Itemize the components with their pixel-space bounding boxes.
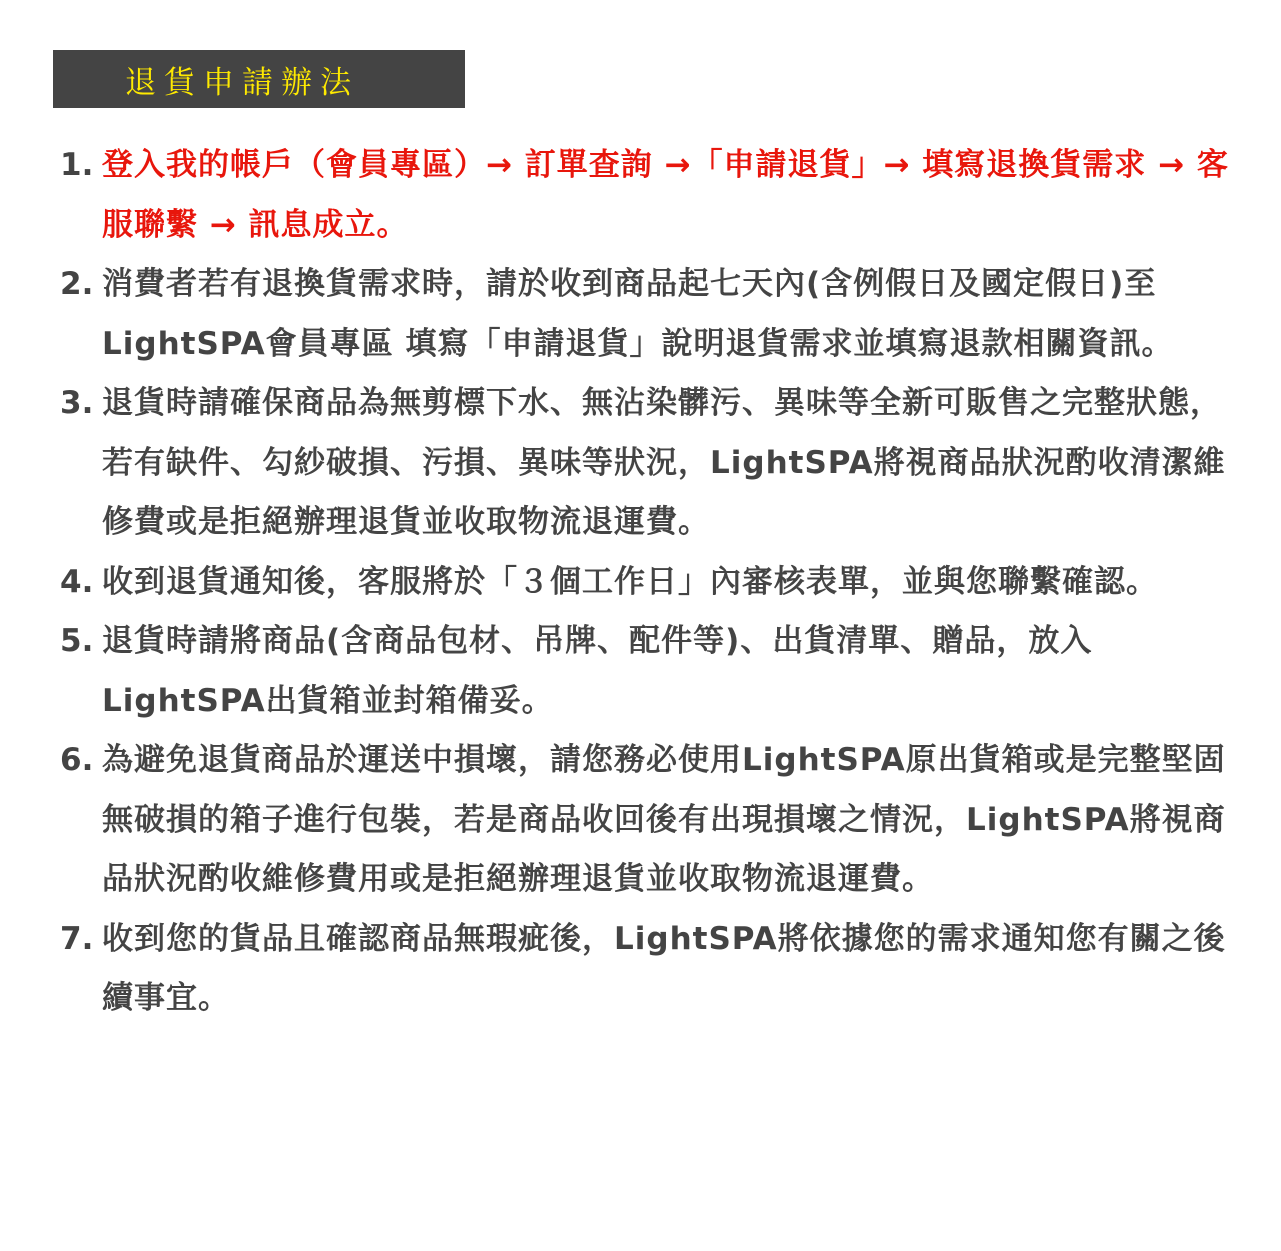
policy-item-text: 消費者若有退換貨需求時，請於收到商品起七天內(含例假日及國定假日)至LightSPA會員專區 填寫「申請退貨」說明退貨需求並填寫退款相關資訊。 — [102, 266, 1174, 362]
policy-item-text: 退貨時請將商品(含商品包材、吊牌、配件等)、出貨清單、贈品，放入LightSPA出貨箱並封箱備妥。 — [102, 623, 1093, 719]
return-policy-list — [60, 136, 1230, 1029]
section-title: 退貨申請辦法 — [125, 64, 359, 101]
policy-item-number: 2. — [60, 266, 94, 302]
policy-item-1 — [60, 136, 1230, 255]
policy-item-number: 1. — [60, 147, 94, 183]
policy-item-text: 收到您的貨品且確認商品無瑕疵後，LightSPA將依據您的需求通知您有關之後續事宜。 — [102, 920, 1226, 1016]
policy-item-number: 6. — [60, 742, 94, 778]
policy-item-number: 4. — [60, 563, 94, 600]
section-title-bar — [53, 50, 465, 108]
policy-item-4 — [60, 553, 1230, 613]
policy-item-6 — [60, 731, 1230, 910]
policy-item-2 — [60, 255, 1230, 374]
policy-item-3 — [60, 374, 1230, 553]
policy-item-text: 退貨時請確保商品為無剪標下水、無沾染髒污、異味等全新可販售之完整狀態，若有缺件、勾紗破損、污損、異味等狀況，LightSPA將視商品狀況酌收清潔維修費或是拒絕辦理退貨並收取物流退運費。 — [102, 385, 1226, 540]
policy-item-text: 收到退貨通知後，客服將於「３個工作日」內審核表單，並與您聯繫確認。 — [102, 563, 1158, 600]
policy-item-text: 登入我的帳戶（會員專區）→ 訂單查詢 →「申請退貨」→ 填寫退換貨需求 → 客服聯繫 → 訊息成立。 — [102, 147, 1229, 243]
policy-item-5 — [60, 612, 1230, 731]
policy-item-number: 7. — [60, 920, 94, 957]
policy-item-7 — [60, 910, 1230, 1029]
policy-item-text: 為避免退貨商品於運送中損壞，請您務必使用LightSPA原出貨箱或是完整堅固無破損的箱子進行包裝，若是商品收回後有出現損壞之情況，LightSPA將視商品狀況酌收維修費用或是拒絕辦理退貨並收取物流退運費。 — [102, 742, 1226, 897]
policy-item-number: 5. — [60, 623, 94, 659]
policy-item-number: 3. — [60, 385, 94, 421]
